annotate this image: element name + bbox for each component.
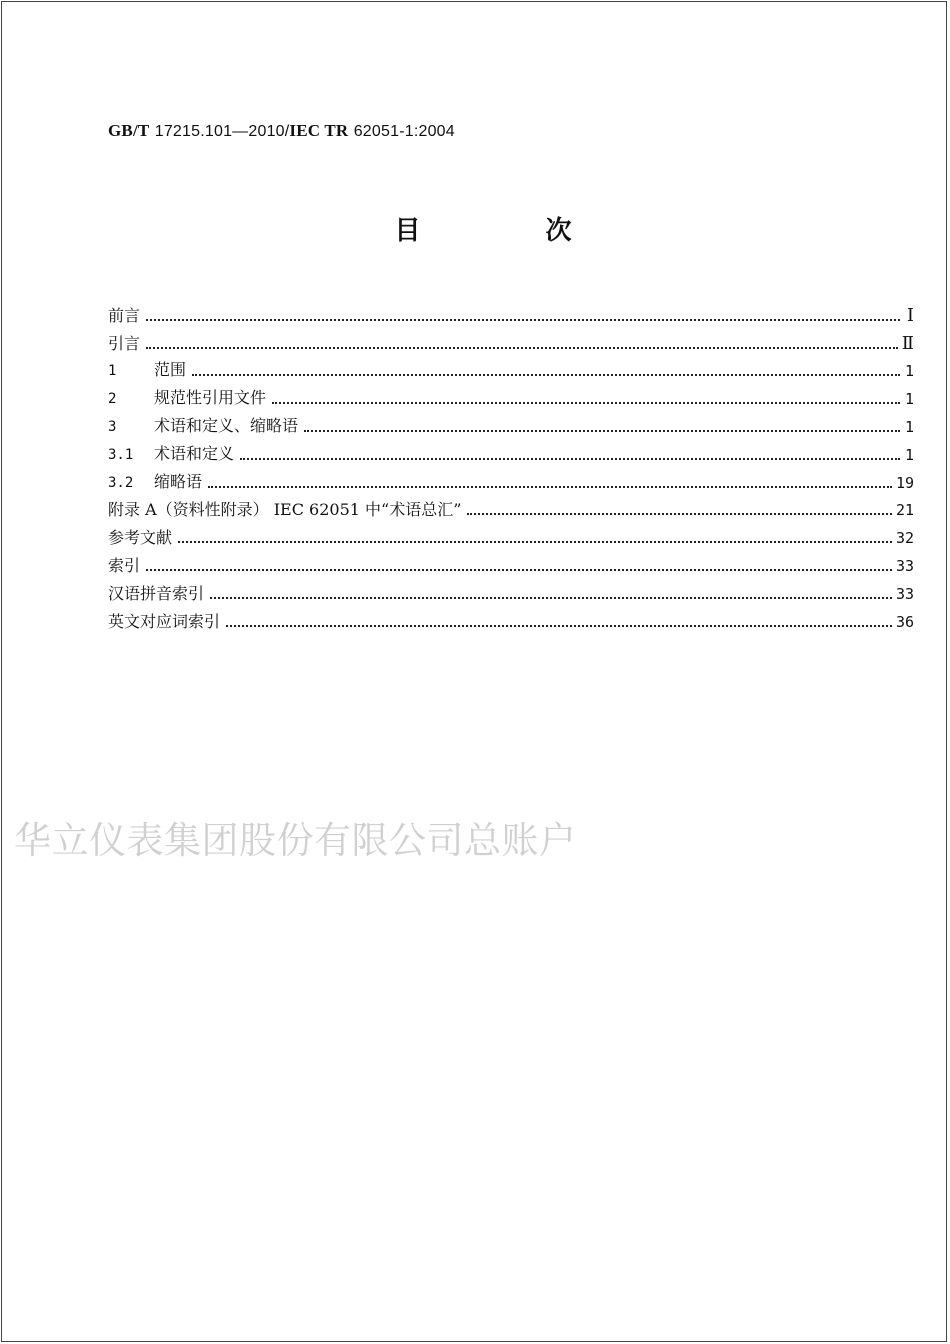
- standard-number-header: [108, 121, 455, 141]
- toc-entry-label: 范围: [154, 360, 187, 380]
- toc-entry-scope[interactable]: [108, 354, 914, 382]
- page-border: [1, 1, 947, 1342]
- toc-entry-page: 1: [904, 417, 914, 436]
- toc-entry-page: 1: [904, 390, 914, 409]
- dot-leader: [210, 597, 892, 599]
- toc-entry-label: 英文对应词索引: [108, 611, 221, 631]
- dot-leader: [304, 430, 900, 432]
- toc-entry-label: 术语和定义、缩略语: [154, 415, 299, 435]
- toc-title: 目 次: [394, 216, 630, 246]
- toc-entry-number: 1: [108, 363, 117, 380]
- toc-entry-label: 引言: [108, 333, 141, 353]
- toc-entry-number: 3: [108, 418, 117, 435]
- toc-entry-introduction[interactable]: [108, 326, 914, 354]
- toc-entry-label: 汉语拼音索引: [108, 583, 205, 603]
- dot-leader: [146, 347, 898, 349]
- toc-entry-terms-definitions[interactable]: [108, 437, 914, 465]
- toc-list: [108, 298, 914, 632]
- toc-entry-page: Ⅰ: [906, 304, 914, 326]
- gb-prefix: GB/T: [108, 121, 150, 140]
- watermark-text: 华立仪表集团股份有限公司总账户: [14, 819, 577, 862]
- toc-entry-foreword[interactable]: [108, 298, 914, 326]
- toc-entry-english-index[interactable]: [108, 604, 914, 632]
- toc-entry-number: 2: [108, 391, 117, 408]
- toc-entry-abbreviations[interactable]: [108, 465, 914, 493]
- toc-entry-number: 3.1: [108, 446, 134, 463]
- dot-leader: [272, 402, 900, 404]
- toc-entry-page: 1: [904, 445, 914, 464]
- dot-leader: [240, 458, 900, 460]
- toc-entry-pinyin-index[interactable]: [108, 576, 914, 604]
- toc-entry-page: 33: [895, 584, 914, 603]
- gb-number: 17215.101—2010/: [154, 123, 290, 140]
- dot-leader: [178, 541, 892, 543]
- toc-entry-label: 术语和定义: [154, 443, 235, 463]
- toc-entry-number: 3.2: [108, 474, 134, 491]
- dot-leader: [146, 319, 900, 321]
- toc-entry-page: Ⅱ: [901, 332, 914, 354]
- toc-entry-page: 19: [895, 473, 914, 492]
- toc-entry-terms-abbreviations[interactable]: [108, 409, 914, 437]
- toc-entry-label: 参考文献: [108, 528, 173, 548]
- dot-leader: [226, 625, 892, 627]
- toc-entry-index[interactable]: [108, 548, 914, 576]
- toc-entry-page: 32: [895, 529, 914, 548]
- toc-entry-page: 36: [895, 612, 914, 631]
- toc-entry-label: 索引: [108, 555, 141, 575]
- toc-entry-page: 21: [895, 501, 914, 520]
- toc-entry-page: 33: [895, 556, 914, 575]
- toc-entry-label: 前言: [108, 305, 141, 325]
- dot-leader: [146, 569, 892, 571]
- toc-entry-annex-a[interactable]: [108, 493, 914, 521]
- iec-number: 62051-1:2004: [353, 123, 455, 140]
- iec-prefix: IEC TR: [289, 121, 349, 140]
- toc-entry-bibliography[interactable]: [108, 520, 914, 548]
- dot-leader: [467, 513, 892, 515]
- toc-entry-label: 缩略语: [154, 471, 203, 491]
- dot-leader: [192, 374, 900, 376]
- toc-entry-label: 附录 A（资料性附录） IEC 62051 中“术语总汇”: [108, 500, 462, 520]
- toc-entry-label: 规范性引用文件: [154, 388, 267, 408]
- toc-entry-normative-references[interactable]: [108, 381, 914, 409]
- dot-leader: [208, 486, 892, 488]
- toc-entry-page: 1: [904, 362, 914, 381]
